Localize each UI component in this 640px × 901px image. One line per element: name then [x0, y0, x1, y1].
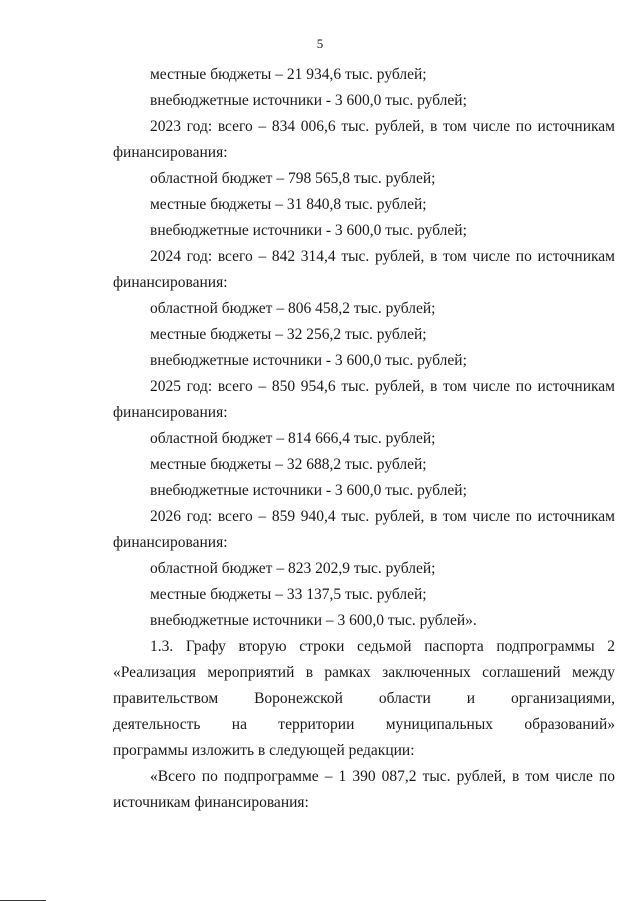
text-line: финансирования:	[113, 274, 228, 291]
text-line: местные бюджеты – 31 840,8 тыс. рублей;	[150, 196, 427, 213]
text-line: деятельность на территории муниципальных образований»	[113, 716, 615, 733]
text-line: 2023 год: всего – 834 006,6 тыс. рублей, в том числе по источникам	[150, 118, 615, 135]
text-line: 1.3. Графу вторую строки седьмой паспорта подпрограммы 2	[150, 638, 615, 655]
text-line: 2026 год: всего – 859 940,4 тыс. рублей, в том числе по источникам	[150, 508, 615, 525]
text-line: программы изложить в следующей редакции:	[113, 742, 415, 759]
text-line: «Реализация мероприятий в рамках заключенных соглашений между	[113, 664, 615, 681]
text-line: местные бюджеты – 32 688,2 тыс. рублей;	[150, 456, 427, 473]
text-line: местные бюджеты – 33 137,5 тыс. рублей;	[150, 586, 427, 603]
text-line: внебюджетные источники - 3 600,0 тыс. рублей;	[150, 222, 467, 239]
text-line: местные бюджеты – 32 256,2 тыс. рублей;	[150, 326, 427, 343]
text-line: 2024 год: всего – 842 314,4 тыс. рублей, в том числе по источникам	[150, 248, 615, 265]
text-line: источникам финансирования:	[113, 794, 309, 811]
text-line: финансирования:	[113, 534, 228, 551]
text-line: «Всего по подпрограмме – 1 390 087,2 тыс. рублей, в том числе по	[150, 768, 615, 785]
text-line: внебюджетные источники – 3 600,0 тыс. рублей».	[150, 612, 477, 629]
text-line: внебюджетные источники - 3 600,0 тыс. рублей;	[150, 92, 467, 109]
text-line: областной бюджет – 806 458,2 тыс. рублей;	[150, 300, 436, 317]
text-line: внебюджетные источники - 3 600,0 тыс. рублей;	[150, 352, 467, 369]
text-line: 2025 год: всего – 850 954,6 тыс. рублей, в том числе по источникам	[150, 378, 615, 395]
text-line: финансирования:	[113, 404, 228, 421]
text-line: областной бюджет – 798 565,8 тыс. рублей;	[150, 170, 436, 187]
text-line: правительством Воронежской области и организациями,	[113, 690, 615, 707]
text-line: внебюджетные источники - 3 600,0 тыс. рублей;	[150, 482, 467, 499]
document-body	[113, 62, 615, 816]
page-number: 5	[316, 36, 324, 51]
text-line: областной бюджет – 823 202,9 тыс. рублей;	[150, 560, 436, 577]
text-line: финансирования:	[113, 144, 228, 161]
text-line: областной бюджет – 814 666,4 тыс. рублей;	[150, 430, 436, 447]
text-line: местные бюджеты – 21 934,6 тыс. рублей;	[150, 66, 427, 83]
